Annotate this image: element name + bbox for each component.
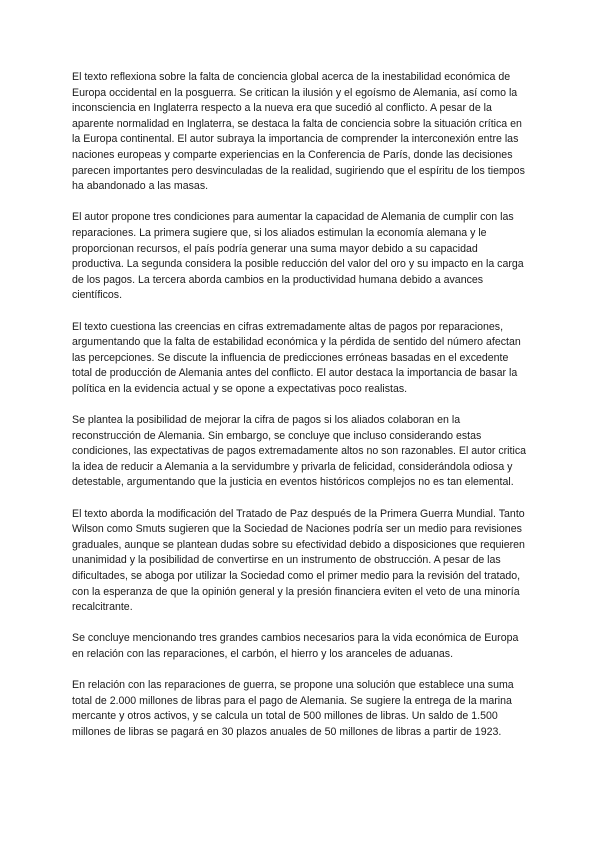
paragraph-1: El texto reflexiona sobre la falta de conciencia global acerca de la inestabilidad económica de Europa occidental en la posguerra. Se critican la ilusión y el egoísmo de Alemania, así como la inconsciencia en Inglaterra respecto a la nueva era que sucedió al conflicto. A pesar de la aparente normalidad en Inglaterra, se destaca la falta de conciencia sobre la situación crítica en la Europa continental. El autor subraya la importancia de comprender la interconexión entre las naciones europeas y comparte experiencias en la Conferencia de París, donde las decisiones parecen importantes pero desvinculadas de la realidad, sugiriendo que el espíritu de los tiempos ha abandonado a las masas. — [72, 71, 525, 193]
paragraph-7: En relación con las reparaciones de guerra, se propone una solución que establece una suma total de 2.000 millones de libras para el pago de Alemania. Se sugiere la entrega de la marina mercante y otros activos, y se calcula un total de 500 millones de libras. Un saldo de 1.500 millones de libras se pagará en 30 plazos anuales de 50 millones de libras a partir de 1923. — [72, 679, 514, 738]
paragraph-3: El texto cuestiona las creencias en cifras extremadamente altas de pagos por reparaciones, argumentando que la falta de estabilidad económica y la pérdida de sentido del número afectan las percepciones. Se discute la influencia de predicciones erróneas basadas en el excedente total de producción de Alemania antes del conflicto. El autor destaca la importancia de basar la política en la evidencia actual y se opone a expectativas poco realistas. — [72, 320, 521, 395]
paragraph-2: El autor propone tres condiciones para aumentar la capacidad de Alemania de cumplir con las reparaciones. La primera sugiere que, si los aliados estimulan la economía alemana y le proporcionan recursos, el país podría generar una suma mayor debido a su capacidad productiva. La segunda considera la posible reducción del valor del oro y su impacto en la carga de los pagos. La tercera aborda cambios en la productividad humana debido a avances científicos. — [72, 211, 524, 302]
document-body — [72, 70, 530, 756]
paragraph-6: Se concluye mencionando tres grandes cambios necesarios para la vida económica de Europa en relación con las reparaciones, el carbón, el hierro y los aranceles de aduanas. — [72, 632, 519, 660]
paragraph-5: El texto aborda la modificación del Tratado de Paz después de la Primera Guerra Mundial. Tanto Wilson como Smuts sugieren que la Sociedad de Naciones podría ser un medio para revisiones graduales, aunque se plantean dudas sobre su efectividad debido a disposiciones que requieren unanimidad y la posibilidad de convertirse en un instrumento de obstrucción. A pesar de las dificultades, se aboga por utilizar la Sociedad como el primer medio para la revisión del tratado, con la esperanza de que la opinión general y la presión financiera eviten el veto de una minoría recalcitrante. — [72, 507, 525, 614]
paragraph-4: Se plantea la posibilidad de mejorar la cifra de pagos si los aliados colaboran en la reconstrucción de Alemania. Sin embargo, se concluye que incluso considerando estas condiciones, las expectativas de pagos extremadamente altos no son razonables. El autor critica la idea de reducir a Alemania a la servidumbre y privarla de felicidad, considerándola odiosa y detestable, argumentando que la justicia en eventos históricos complejos no es tan elemental. — [72, 414, 527, 489]
